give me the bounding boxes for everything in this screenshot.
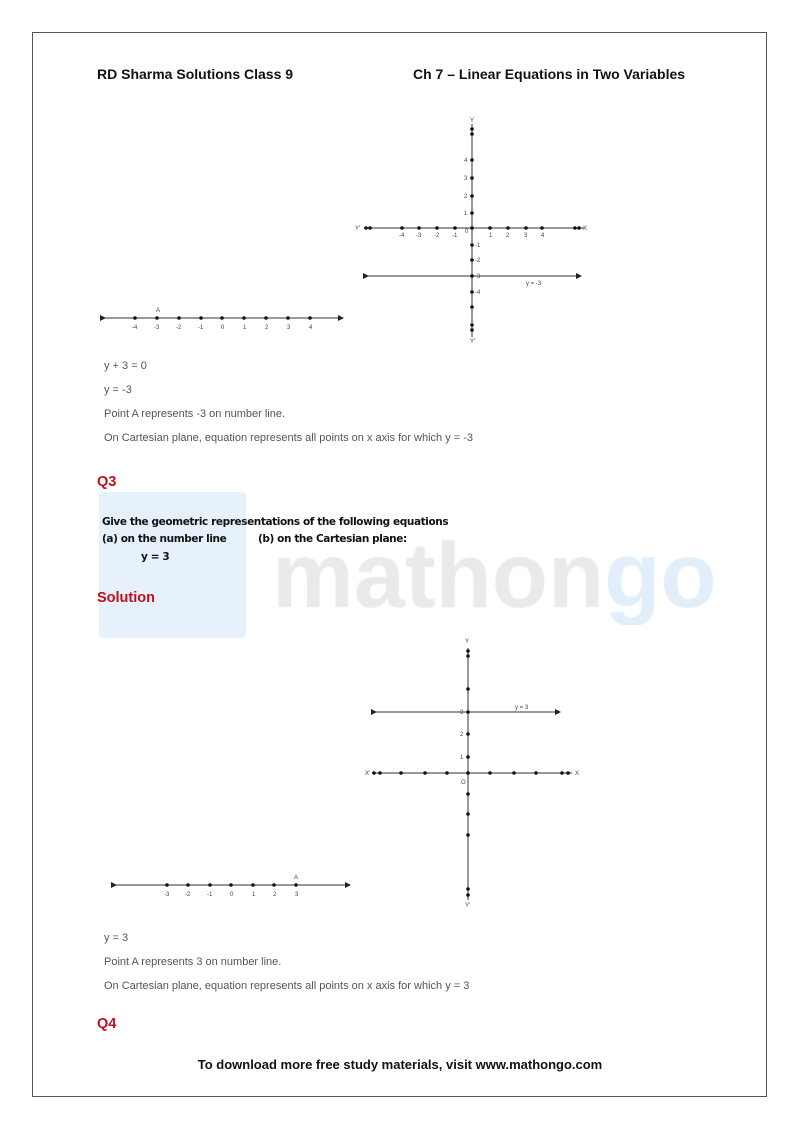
tick-label: -3 — [154, 325, 160, 331]
y-tick: 3 — [464, 176, 468, 182]
origin-label: O — [461, 780, 466, 786]
y-tick: 3 — [460, 710, 464, 716]
x-tick: -4 — [399, 233, 405, 239]
point-a-label: A — [294, 875, 299, 881]
tick-label: 2 — [265, 325, 269, 331]
number-line-2 — [116, 875, 350, 898]
point-a-label: A — [156, 308, 161, 314]
tick-label: -2 — [176, 325, 182, 331]
tick-label: 4 — [309, 325, 313, 331]
tick-label: 2 — [273, 892, 277, 898]
y-neg-label: Y' — [465, 903, 471, 909]
question-text: Give the geometric representations of the following equations — [102, 516, 449, 528]
question-part-b: (b) on the Cartesian plane: — [258, 533, 407, 545]
y-neg-label: Y' — [470, 339, 476, 345]
tick-label: 0 — [221, 325, 225, 331]
solution-line: Point A represents 3 on number line. — [104, 956, 282, 968]
x-tick: -3 — [416, 233, 422, 239]
number-line-1 — [105, 308, 343, 331]
tick-label: -2 — [185, 892, 191, 898]
tick-label: 3 — [295, 892, 299, 898]
tick-label: -1 — [198, 325, 204, 331]
solution-line: y = 3 — [104, 932, 129, 944]
x-tick: 2 — [506, 233, 510, 239]
tick-label: 0 — [230, 892, 234, 898]
x-label: X — [583, 226, 588, 232]
cartesian-graph-2 — [365, 639, 579, 909]
solution-heading: Solution — [97, 590, 155, 606]
x-tick: 3 — [524, 233, 528, 239]
tick-label: 3 — [287, 325, 291, 331]
solution-line: On Cartesian plane, equation represents all points on x axis for which y = -3 — [104, 432, 474, 444]
tick-label: 1 — [252, 892, 256, 898]
x-neg-label: Y' — [355, 226, 361, 232]
question-label-q4: Q4 — [97, 1016, 117, 1032]
y-tick: -1 — [475, 243, 481, 249]
tick-label: -3 — [164, 892, 170, 898]
x-tick: -1 — [452, 233, 458, 239]
tick-label: -1 — [207, 892, 213, 898]
y-tick: -2 — [475, 258, 481, 264]
y-tick: -3 — [475, 274, 481, 280]
y-tick: -4 — [475, 290, 481, 296]
question-part-a: (a) on the number line — [102, 533, 227, 545]
question-equation: y = 3 — [141, 551, 170, 563]
line-label: y = 3 — [515, 705, 529, 711]
x-tick: -2 — [434, 233, 440, 239]
y-tick: 4 — [464, 158, 468, 164]
y-label: Y — [470, 118, 475, 124]
y-tick: 2 — [460, 732, 464, 738]
line-label: y = -3 — [526, 281, 542, 287]
tick-label: 1 — [243, 325, 247, 331]
x-neg-label: X' — [365, 771, 371, 777]
x-label: X — [575, 771, 580, 777]
solution-line: y + 3 = 0 — [104, 360, 147, 372]
x-tick: 1 — [489, 233, 493, 239]
cartesian-graph-1 — [355, 118, 587, 345]
header-left: RD Sharma Solutions Class 9 — [97, 66, 294, 82]
solution-line: y = -3 — [104, 384, 132, 396]
y-label: Y — [465, 639, 470, 645]
x-tick: 4 — [541, 233, 545, 239]
y-tick: 1 — [460, 755, 464, 761]
y-tick: 2 — [464, 194, 468, 200]
y-tick: 1 — [464, 211, 468, 217]
question-label-q3: Q3 — [97, 474, 117, 490]
tick-label: -4 — [132, 325, 138, 331]
footer-text: To download more free study materials, visit www.mathongo.com — [197, 1057, 603, 1072]
solution-line: On Cartesian plane, equation represents all points on x axis for which y = 3 — [104, 980, 470, 992]
header-right: Ch 7 – Linear Equations in Two Variables — [413, 66, 686, 82]
origin-label: 0 — [465, 229, 469, 235]
solution-line: Point A represents -3 on number line. — [104, 408, 285, 420]
